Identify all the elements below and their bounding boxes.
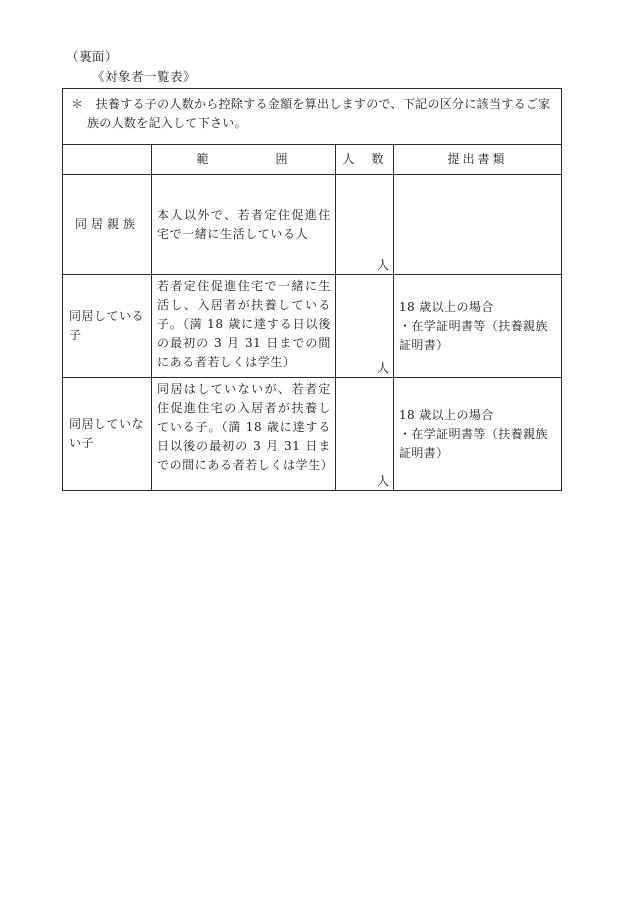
note-cell	[63, 89, 562, 145]
row-scope: 同居はしていないが、若者定住促進住宅の入居者が扶養している子。（満 18 歳に達する日以後の最初の 3 月 31 日までの間にある者若しくは学生）	[152, 378, 336, 491]
row-scope: 本人以外で、若者定住促進住宅で一緒に生活している人	[152, 175, 336, 275]
row-documents	[394, 378, 562, 491]
row-documents-line-3: 証明書）	[399, 445, 449, 460]
row-documents-line-1: 18 歳以上の場合	[399, 299, 494, 314]
target-persons-table	[62, 88, 562, 491]
row-count-field[interactable]	[336, 275, 394, 378]
row-count-unit: 人	[376, 258, 389, 272]
row-count-unit: 人	[376, 361, 389, 375]
note-line-2: 族の人数を記入して下さい。	[87, 116, 247, 130]
row-documents-line-1: 18 歳以上の場合	[399, 407, 494, 422]
row-documents	[394, 275, 562, 378]
row-scope: 若者定住促進住宅で一緒に生活し、入居者が扶養している子。（満 18 歳に達する日以後の最初の 3 月 31 日までの間にある者若しくは学生）	[152, 275, 336, 378]
row-category: 同居親族	[63, 175, 152, 275]
table-row	[63, 378, 562, 491]
header-range	[152, 145, 336, 175]
row-count-field[interactable]	[336, 175, 394, 275]
header-documents: 提出書類	[394, 145, 562, 175]
header-range-char-1: 範	[196, 152, 212, 166]
row-documents-line-2: ・在学証明書等（扶養親族	[399, 318, 548, 333]
note-row	[63, 89, 562, 145]
table-row	[63, 275, 562, 378]
row-documents-line-3: 証明書）	[399, 337, 449, 352]
row-category: 同居している子	[63, 275, 152, 378]
header-row	[63, 145, 562, 175]
page-side-label: （裏面）	[66, 49, 119, 64]
header-count-char-2: 数	[371, 152, 387, 166]
row-count-unit: 人	[376, 474, 389, 488]
header-category	[63, 145, 152, 175]
list-title: 《対象者一覧表》	[92, 69, 197, 84]
row-category: 同居していない子	[63, 378, 152, 491]
row-documents-line-2: ・在学証明書等（扶養親族	[399, 426, 548, 441]
row-count-field[interactable]	[336, 378, 394, 491]
header-range-char-2: 囲	[275, 152, 291, 166]
note-line-1: ＊ 扶養する子の人数から控除する金額を算出しますので、下記の区分に該当するご家	[71, 97, 551, 111]
table-row	[63, 175, 562, 275]
header-count-char-1: 人	[342, 152, 358, 166]
row-documents	[394, 175, 562, 275]
header-count	[336, 145, 394, 175]
